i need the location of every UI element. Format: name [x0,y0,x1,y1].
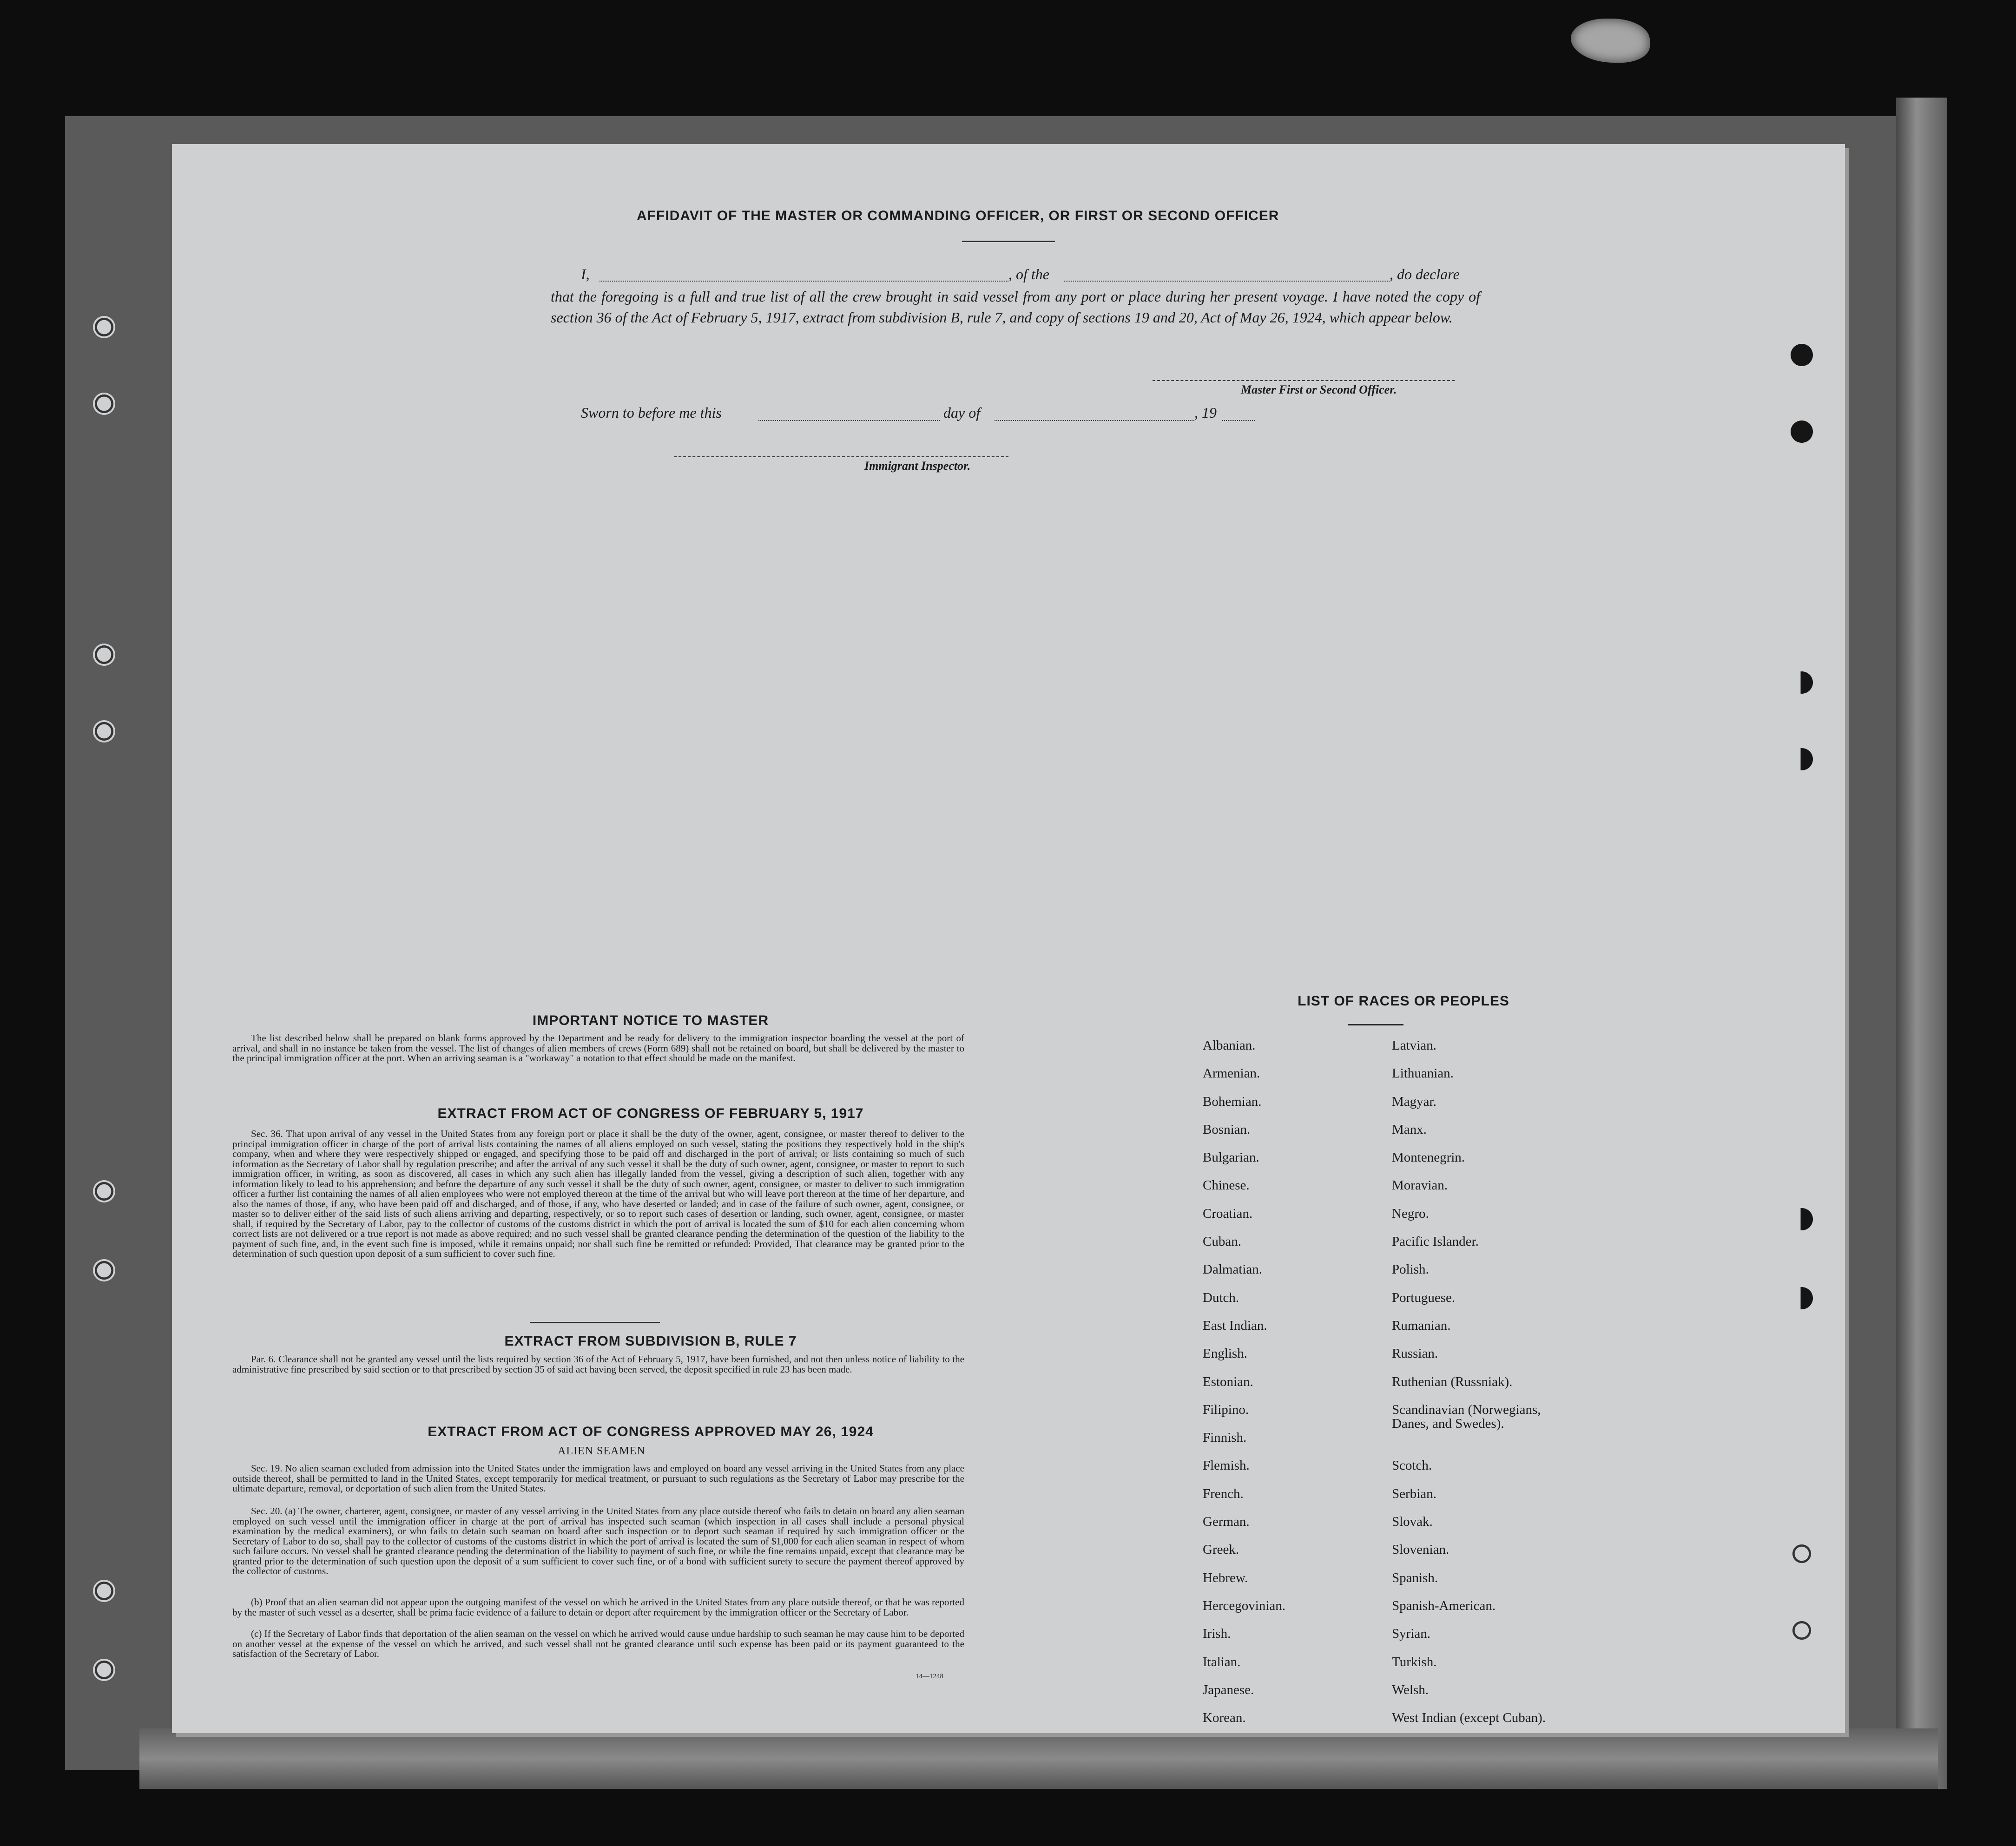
punch-hole [1791,748,1813,770]
race-item: Montenegrin. [1392,1150,1465,1165]
race-item: Korean. [1203,1710,1246,1726]
race-item: Magyar. [1392,1094,1436,1109]
race-item: Flemish. [1203,1458,1250,1473]
races-title: LIST OF RACES OR PEOPLES [1298,993,1509,1009]
race-item: Slovak. [1392,1514,1433,1530]
race-item: East Indian. [1203,1318,1267,1333]
affidavit-of-label: , of the [1008,266,1049,282]
punch-hole [1791,344,1813,366]
affidavit-i-label: I, [581,266,590,282]
race-item: Negro. [1392,1206,1429,1221]
manifest-page [172,144,1845,1733]
affidavit-title: AFFIDAVIT OF THE MASTER OR COMMANDING OFFICER, OR FIRST OR SECOND OFFICER [637,208,1279,223]
race-item: Spanish. [1392,1570,1438,1585]
sworn-year-line[interactable] [1222,420,1255,421]
extract-1924-title: EXTRACT FROM ACT OF CONGRESS APPROVED MAY 26, 1924 [428,1424,874,1439]
race-item: Serbian. [1392,1486,1436,1501]
race-item: Albanian. [1203,1038,1256,1053]
extract-1917-title: EXTRACT FROM ACT OF CONGRESS OF FEBRUARY 5, 1917 [437,1106,864,1121]
notice-text: The list described below shall be prepared on blank forms approved by the Department and be ready for delivery to the immigration inspector boarding the vessel at the port of arrival, and shall in no instance be taken from the vessel. The list of changes of alien members of crews (Form 689) shall not be retained on board, but shall be delivered by the master to the principal immigration officer at the port. When an arriving seaman is a "workaway" a notation to that effect should be made on the manifest. [232,1032,964,1064]
punch-hole [1791,1287,1813,1309]
divider [530,1322,660,1323]
punch-hole [1791,671,1813,694]
race-item: Rumanian. [1392,1318,1451,1333]
race-item: Bohemian. [1203,1094,1262,1109]
section-20b-text: (b) Proof that an alien seaman did not appear upon the outgoing manifest of the vessel on which he arrived in the United States from any place outside thereof, or that he was reported by the master of such vessel as a deserter, shall be prima facie evidence of a failure to detain or deport after requirement by the immigration officer or the Secretary of Labor. [232,1596,964,1618]
divider [962,241,1055,242]
race-item: Turkish. [1392,1654,1437,1669]
race-item: Greek. [1203,1542,1239,1557]
punch-hole [93,393,115,415]
race-item: Lithuanian. [1392,1066,1454,1081]
punch-hole [1791,420,1813,443]
section-20c-text: (c) If the Secretary of Labor finds that deportation of the alien seaman on the vessel on which he arrived would cause undue hardship to such seaman he may cause him to be deported on another vessel at the expense of the vessel on which he arrived, and such vessel shall not be granted clearance until such expense has been paid or its payment guaranteed to the satisfaction of the Secretary of Labor. [232,1628,964,1659]
vessel-name-line[interactable] [1064,281,1390,282]
race-item: Estonian. [1203,1374,1253,1389]
race-item: Hercegovinian. [1203,1598,1285,1613]
master-name-line[interactable] [600,281,1008,282]
inspector-caption: Immigrant Inspector. [864,459,971,473]
race-item: Hebrew. [1203,1570,1248,1585]
race-item: Pacific Islander. [1392,1234,1479,1249]
inspector-signature-line[interactable] [674,456,1008,457]
race-item: Scandinavian (Norwegians, Danes, and Swedes). [1392,1402,1541,1431]
section-19-text: Sec. 19. No alien seaman excluded from admission into the United States under the immigration laws and employed on board any vessel arriving in the United States from any place outside thereof, shall be permitted to land in the United States, except temporarily for medical treatment, or pursuant to such regulations as the Secretary of Labor may prescribe for the ultimate departure, removal, or deportation of such alien from the United States. [232,1463,964,1494]
race-item: Finnish. [1203,1430,1247,1445]
race-item: Cuban. [1203,1234,1241,1249]
race-item: Chinese. [1203,1178,1250,1193]
race-item: Russian. [1392,1346,1438,1361]
affidavit-declare-label: , do declare [1390,266,1460,282]
subdivision-b-title: EXTRACT FROM SUBDIVISION B, RULE 7 [504,1334,797,1349]
race-item: Dutch. [1203,1290,1239,1305]
year-prefix-label: , 19 [1194,404,1217,421]
punch-hole [93,644,115,666]
paper-debris [1571,19,1650,63]
divider [1348,1024,1403,1025]
race-item: Ruthenian (Russniak). [1392,1374,1513,1389]
affidavit-body: that the foregoing is a full and true list of all the crew brought in said vessel from any port or place during her present voyage. I have noted the copy of section 36 of the Act of February 5, 1917, extract from subdivision B, rule 7, and copy of sections 19 and 20, Act of May 26, 1924, which appear below. [551,288,1480,326]
race-item: West Indian (except Cuban). [1392,1710,1546,1726]
race-item: Japanese. [1203,1682,1254,1697]
race-item: Moravian. [1392,1178,1448,1193]
race-item: Portuguese. [1392,1290,1456,1305]
punch-hole [93,316,115,338]
race-item: Italian. [1203,1654,1241,1669]
day-of-label: day of [943,404,981,421]
punch-hole [93,720,115,742]
punch-hole [93,1659,115,1681]
race-item: Scotch. [1392,1458,1432,1473]
race-item: Dalmatian. [1203,1262,1263,1277]
form-number: 14—1248 [916,1673,943,1680]
binder-edge-bottom [139,1728,1938,1789]
race-item: English. [1203,1346,1247,1361]
race-item: French. [1203,1486,1244,1501]
section-36-text: Sec. 36. That upon arrival of any vessel in the United States from any foreign port or place it shall be the duty of the owner, agent, consignee, or master thereof to deliver to the principal immigration officer in charge of the port of arrival lists containing the names of all aliens employed on such vessel, stating the positions they respectively hold in the ship's company, when and where they were respectively shipped or engaged, and specifying those to be paid off and discharged in the port of arrival; or lists containing so much of such information as the Secretary of Labor shall by regulation prescribe; and after the arrival of any such vessel it shall be the duty of such owner, agent, consignee, or master to report to such immigration officer, in writing, as soon as discovered, all cases in which any such alien has illegally landed from the vessel, giving a description of such alien, together with any information likely to lead to his apprehension; and before the departure of any such vessel it shall be the duty of such owner, agent, consignee, or master to deliver to such immigration officer a further list containing the names of all alien employees who were not employed thereon at the time of the arrival but who will leave port thereon at the time of her departure, and also the names of those, if any, who have been paid off and discharged, and of those, if any, who have deserted or landed; and in case of the failure of such owner, agent, consignee, or master so to deliver either of the said lists of such aliens arriving and departing, respectively, or so to report such cases of desertion or landing, such owner, agent, consignee, or master shall, if required by the Secretary of Labor, pay to the collector of customs of the customs district in which the port of arrival is located the sum of $10 for each alien concerning whom correct lists are not delivered or a true report is not made as above required; and no such vessel shall be granted clearance pending the determination of the question of the liability to the payment of such fine, and, in the event such fine is imposed, while it remains unpaid; nor shall such fine be remitted or refunded: Provided, That clearance may be granted prior to the determination of such question upon deposit of a sum sufficient to cover such fine. [232,1128,964,1259]
race-item: Latvian. [1392,1038,1436,1053]
sworn-day-line[interactable] [758,420,940,421]
master-signature-line[interactable] [1153,380,1455,381]
race-item: Slovenian. [1392,1542,1449,1557]
punch-hole [93,1180,115,1202]
alien-seamen-subtitle: ALIEN SEAMEN [558,1445,646,1457]
race-item: Syrian. [1392,1626,1430,1642]
race-item: Filipino. [1203,1402,1249,1417]
binder-edge-right [1896,98,1947,1789]
race-item: Welsh. [1392,1682,1429,1697]
punch-hole [93,1259,115,1281]
race-item: Polish. [1392,1262,1429,1277]
sworn-label: Sworn to before me this [581,404,722,421]
race-item: Manx. [1392,1122,1427,1137]
paragraph-6-text: Par. 6. Clearance shall not be granted any vessel until the lists required by section 36 of the Act of February 5, 1917, have been furnished, and not then unless notice of liability to the administrative fine prescribed by said section or to that prescribed by section 35 of said act having been served, the deposit specified in rule 23 has been made. [232,1353,964,1375]
punch-hole [1791,1619,1813,1642]
punch-hole [93,1580,115,1602]
punch-hole [1791,1208,1813,1230]
master-caption: Master First or Second Officer. [1241,383,1397,396]
sworn-month-line[interactable] [995,420,1194,421]
race-item: Bosnian. [1203,1122,1251,1137]
race-item: Bulgarian. [1203,1150,1259,1165]
race-item: Spanish-American. [1392,1598,1496,1613]
races-right-column [1392,1038,1643,1739]
notice-title: IMPORTANT NOTICE TO MASTER [532,1013,769,1028]
section-20a-text: Sec. 20. (a) The owner, charterer, agent, consignee, or master of any vessel arriving in the United States from any place outside thereof who fails to detain on board any alien seaman employed on such vessel until the immigration officer in charge at the port of arrival has inspected such seaman (which inspection in all cases shall include a personal physical examination by the medical examiners), or who fails to detain such seaman on board after such inspection or to deport such seaman if required by such immigration officer or the Secretary of Labor to do so, shall pay to the collector of customs of the customs district in which the port of arrival is located the sum of $1,000 for each alien seaman in respect of whom such failure occurs. No vessel shall be granted clearance pending the determination of the liability to payment of such fine, or while the fine remains unpaid, except that clearance may be granted prior to the determination of such question upon the deposit of a sum sufficient to cover such fine, or of a bond with sufficient surety to secure the payment thereof approved by the collector of customs. [232,1505,964,1577]
race-item: Croatian. [1203,1206,1253,1221]
race-item: Armenian. [1203,1066,1260,1081]
punch-hole [1791,1543,1813,1565]
race-item: Irish. [1203,1626,1231,1642]
race-item: German. [1203,1514,1250,1530]
